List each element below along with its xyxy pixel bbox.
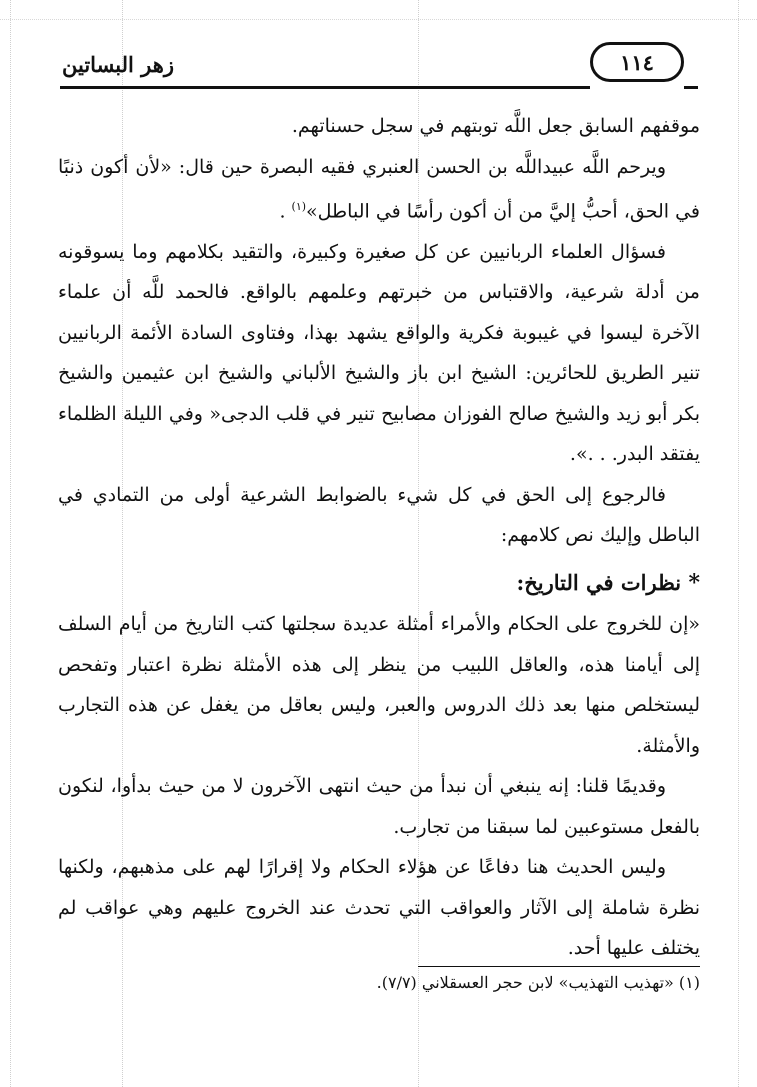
scan-dotted-line <box>738 0 739 1087</box>
scan-dotted-line <box>0 19 757 20</box>
paragraph: موقفهم السابق جعل اللَّه توبتهم في سجل حسناتهم. <box>291 115 700 137</box>
body-text-block-1 <box>58 106 700 556</box>
paragraph: وقديمًا قلنا: إنه ينبغي أن نبدأ من حيث انتهى الآخرون لا من حيث بدأوا، لنكون بالفعل مستوعبين لما سبقنا من تجارب. <box>58 775 700 838</box>
body-text-block-2 <box>58 604 700 969</box>
paragraph: فسؤال العلماء الربانيين عن كل صغيرة وكبيرة، والتقيد بكلامهم وما يسوقونه من أدلة شرعية، والاقتباس من خبرتهم وعلمهم بالواقع. فالحمد للَّه أن علماء الآخرة ليسوا في غيبوبة فكرية والواقع يشهد بهذا، وفتاوى السادة الأئمة الربانيين تنير الطريق للحائرين: الشيخ ابن باز والشيخ الألباني والشيخ ابن عثيمين والشيخ بكر أبو زيد والشيخ صالح الفوزان مصابيح تنير في قلب الدجى« وفي الليلة الظلماء يفتقد البدر. . .». <box>58 240 700 466</box>
paragraph: وليس الحديث هنا دفاعًا عن هؤلاء الحكام ولا إقرارًا لهم على مذهبهم، ولكنها نظرة شاملة إلى الآثار والعواقب التي تحدث عند الخروج عليهم وهي عواقب لم يختلف عليها أحد. <box>58 856 700 959</box>
paragraph-text: ويرحم اللَّه عبيداللَّه بن الحسن العنبري فقيه البصرة حين قال: «لأن أكون ذنبًا في الحق، أحبُّ إليَّ من أن أكون رأسًا في الباطل» <box>58 155 700 223</box>
paragraph <box>58 147 700 232</box>
footnote-reference: (١) <box>291 200 307 213</box>
running-title: زهر البساتين <box>62 52 174 77</box>
heading-text: نظرات في التاريخ: <box>516 570 682 595</box>
paragraph-end: . <box>279 200 292 223</box>
footnote-rule <box>418 966 700 967</box>
paragraph: «إن للخروج على الحكام والأمراء أمثلة عديدة سجلتها كتب التاريخ من أيام السلف إلى أيامنا هذه، والعاقل اللبيب من ينظر إلى هذه الأمثلة نظرة اعتبار وتفحص ليستخلص منها بعد ذلك الدروس والعبر، وليس بعاقل من يغفل عن هذه التجارب والأمثلة. <box>58 613 700 757</box>
header-rule <box>60 86 590 89</box>
footnote: (١) «تهذيب التهذيب» لابن حجر العسقلاني (٧/٧). <box>376 973 700 992</box>
heading-marker: * <box>688 570 700 596</box>
section-heading <box>58 563 700 603</box>
header-rule <box>684 86 698 89</box>
paragraph: فالرجوع إلى الحق في كل شيء بالضوابط الشرعية أولى من التمادي في الباطل وإليك نص كلامهم: <box>58 483 700 547</box>
scan-dotted-line <box>10 0 11 1087</box>
page-number: ١١٤ <box>590 42 684 82</box>
